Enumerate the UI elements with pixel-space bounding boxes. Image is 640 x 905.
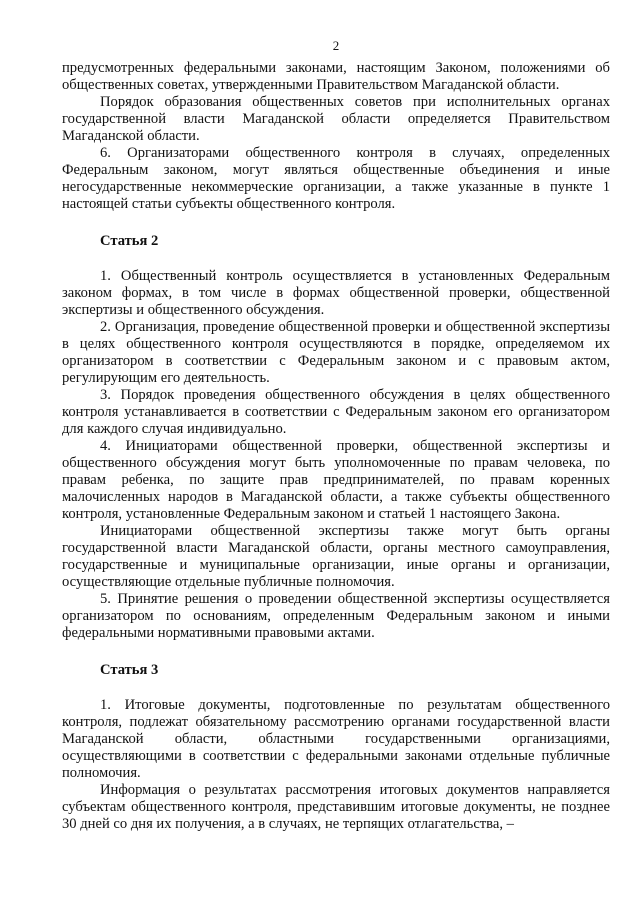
paragraph: 1. Общественный контроль осуществляется в установленных Федеральным законом формах, в том числе в формах общественной проверки, общественной экспертизы и общественного обсуждения. [62,268,610,318]
paragraph: 4. Инициаторами общественной проверки, общественной экспертизы и общественного обсуждения могут быть уполномоченные по правам человека, по правам ребенка, по защите прав предпринимателей, по правам коренных малочисленных народов в Магаданской области, а также субъекты общественного контроля, установленные Федеральным законом и статьей 1 настоящего Закона. [62,438,610,522]
paragraph: Инициаторами общественной экспертизы также могут быть органы государственной власти Магаданской области, органы местного самоуправления, государственные и муниципальные организации, иные органы и организации, осуществляющие отдельные публичные полномочия. [62,523,610,590]
article-heading: Статья 3 [100,662,159,678]
paragraph: 5. Принятие решения о проведении общественной экспертизы осуществляется организатором по основаниям, определенным Федеральным законом и иными федеральными нормативными правовыми актами. [62,591,610,641]
article-heading: Статья 2 [100,233,159,249]
page-number: 2 [332,38,340,53]
paragraph: 3. Порядок проведения общественного обсуждения в целях общественного контроля устанавливается в соответствии с Федеральным законом его организатором для каждого случая индивидуально. [62,387,610,437]
paragraph: Порядок образования общественных советов при исполнительных органах государственной власти Магаданской области определяется Правительством Магаданской области. [62,94,610,144]
paragraph: 6. Организаторами общественного контроля в случаях, определенных Федеральным законом, могут являться общественные объединения и иные негосударственные некоммерческие организации, а также указанные в пункте 1 настоящей статьи субъекты общественного контроля. [62,145,610,212]
paragraph: 1. Итоговые документы, подготовленные по результатам общественного контроля, подлежат обязательному рассмотрению органами государственной власти Магаданской области, областными государственными организациями, осуществляющими в соответствии с федеральными законами отдельные публичные полномочия. [62,697,610,781]
paragraph: предусмотренных федеральными законами, настоящим Законом, положениями об общественных советах, утвержденными Правительством Магаданской области. [62,60,610,93]
document-body [62,60,610,833]
paragraph: 2. Организация, проведение общественной проверки и общественной экспертизы в целях общественного контроля осуществляются в порядке, определяемом их организатором в соответствии с Федеральным законом и с правовым актом, регулирующим его деятельность. [62,319,610,386]
paragraph: Информация о результатах рассмотрения итоговых документов направляется субъектам общественного контроля, представившим итоговые документы, не позднее 30 дней со дня их получения, а в случаях, не терпящих отлагательства, – [62,782,610,832]
document-page [62,37,610,833]
